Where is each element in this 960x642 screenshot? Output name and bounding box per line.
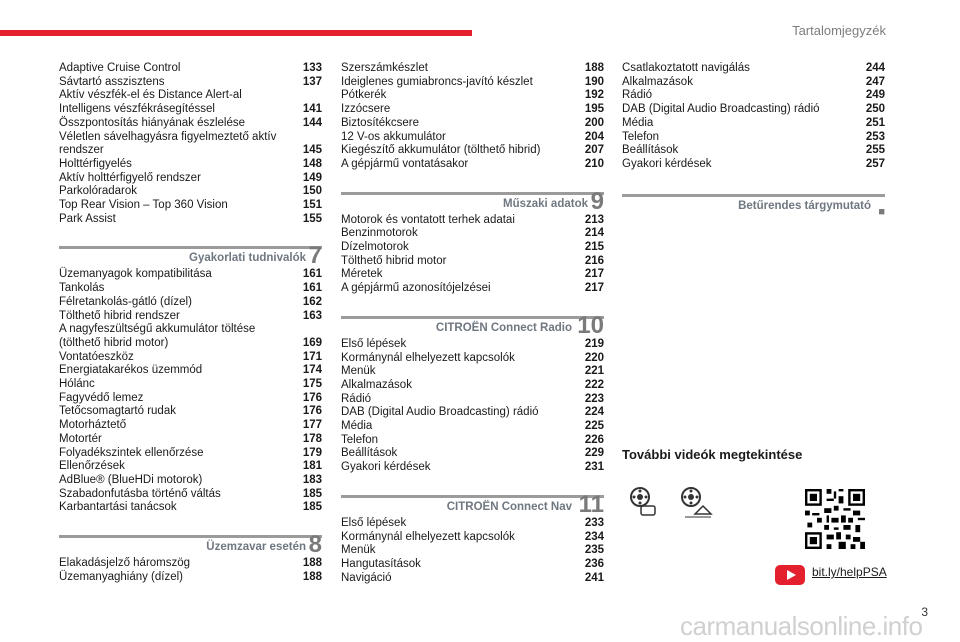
toc-entry-page: 178 bbox=[302, 432, 322, 445]
toc-entry-title: Pótkerék bbox=[341, 89, 387, 102]
toc-entry-title: Menük bbox=[341, 544, 376, 557]
toc-entry-page: 247 bbox=[865, 75, 885, 88]
toc-entry[interactable] bbox=[341, 544, 604, 558]
toc-entry-page: 214 bbox=[584, 227, 604, 240]
youtube-icon[interactable] bbox=[775, 565, 805, 585]
toc-entry-title: Navigáció bbox=[341, 571, 392, 584]
toc-entry[interactable] bbox=[59, 89, 322, 116]
toc-entry[interactable] bbox=[622, 62, 885, 76]
toc-entry-title: DAB (Digital Audio Broadcasting) rádió bbox=[341, 406, 539, 419]
section-number: 7 bbox=[308, 242, 322, 270]
section-rule bbox=[59, 535, 322, 538]
section-rule bbox=[622, 194, 885, 197]
toc-entry-page: 234 bbox=[584, 530, 604, 543]
toc-entry-page: 137 bbox=[302, 75, 322, 88]
toc-entry-page: 200 bbox=[584, 116, 604, 129]
toc-entry[interactable] bbox=[341, 103, 604, 117]
toc-entry-title: Szabadonfutásba történő váltás bbox=[59, 487, 221, 500]
toc-entry-page: 229 bbox=[584, 447, 604, 460]
toc-entry[interactable] bbox=[622, 103, 885, 117]
toc-entry-title: A gépjármű vontatásakor bbox=[341, 157, 469, 170]
section-header-8 bbox=[59, 531, 322, 559]
toc-entry[interactable] bbox=[59, 501, 322, 515]
toc-entry-title: Fagyvédő lemez bbox=[59, 391, 144, 404]
toc-entry[interactable] bbox=[622, 131, 885, 145]
toc-entry-title: Karbantartási tanácsok bbox=[59, 501, 177, 514]
toc-entry-page: 185 bbox=[302, 487, 322, 500]
toc-entry-page: 133 bbox=[302, 62, 322, 74]
toc-entry-title: Üzemanyaghiány (dízel) bbox=[59, 570, 184, 583]
toc-entry-title: Dízelmotorok bbox=[341, 241, 409, 254]
section-title: Üzemzavar esetén bbox=[206, 541, 306, 554]
toc-entry-page: 217 bbox=[584, 268, 604, 281]
toc-entry[interactable] bbox=[341, 89, 604, 103]
section-rule bbox=[59, 246, 322, 249]
section-title: Gyakorlati tudnivalók bbox=[189, 252, 306, 265]
toc-entry-title: Üzemanyagok kompatibilitása bbox=[59, 268, 212, 281]
toc-entry[interactable] bbox=[341, 447, 604, 461]
toc-entry-page: 183 bbox=[302, 473, 322, 486]
toc-entry[interactable] bbox=[59, 310, 322, 324]
toc-entry-title: Telefon bbox=[341, 433, 379, 446]
toc-entry[interactable] bbox=[59, 131, 322, 158]
toc-entry[interactable] bbox=[341, 144, 604, 158]
toc-entry[interactable] bbox=[341, 461, 604, 475]
toc-entry-page: 253 bbox=[865, 130, 885, 143]
toc-entry-page: 148 bbox=[302, 157, 322, 170]
toc-entry-title: Energiatakarékos üzemmód bbox=[59, 364, 203, 377]
toc-entry-page: 195 bbox=[584, 103, 604, 116]
help-video-link[interactable]: bit.ly/helpPSA bbox=[812, 565, 887, 579]
section-number: 8 bbox=[308, 531, 322, 559]
section-header-9 bbox=[341, 187, 604, 215]
toc-entry-page: 255 bbox=[865, 144, 885, 157]
toc-entry[interactable] bbox=[341, 379, 604, 393]
toc-entry-title: Beállítások bbox=[341, 447, 398, 460]
toc-entry[interactable] bbox=[341, 406, 604, 420]
toc-entry-page: 222 bbox=[584, 378, 604, 391]
toc-entry[interactable] bbox=[59, 296, 322, 310]
toc-entry-page: 145 bbox=[302, 144, 322, 157]
toc-entry-page: 223 bbox=[584, 392, 604, 405]
section-marker: ■ bbox=[878, 205, 885, 218]
toc-entry-title: A gépjármű azonosítójelzései bbox=[341, 282, 491, 295]
toc-entry-page: 219 bbox=[584, 337, 604, 350]
toc-entry[interactable] bbox=[341, 420, 604, 434]
toc-entry[interactable] bbox=[341, 338, 604, 352]
toc-entry[interactable] bbox=[622, 89, 885, 103]
toc-entry-title: Méretek bbox=[341, 268, 383, 281]
toc-entry-page: 161 bbox=[302, 268, 322, 281]
toc-entry-title: Tetőcsomagtartó rudak bbox=[59, 405, 176, 418]
toc-entry[interactable] bbox=[59, 419, 322, 433]
toc-entry-page: 174 bbox=[302, 364, 322, 377]
toc-entry-page: 226 bbox=[584, 433, 604, 446]
tutorial-video-icon[interactable] bbox=[627, 486, 661, 520]
toc-entry[interactable] bbox=[622, 117, 885, 131]
toc-entry-title: Top Rear Vision – Top 360 Vision bbox=[59, 199, 228, 212]
toc-entry-title: Ideiglenes gumiabroncs-javító készlet bbox=[341, 75, 533, 88]
toc-entry[interactable] bbox=[59, 351, 322, 365]
toc-entry-title: Tölthető hibrid rendszer bbox=[59, 309, 180, 322]
toc-column-2 bbox=[341, 62, 604, 585]
toc-entry-page: 176 bbox=[302, 391, 322, 404]
toc-entry-title: Gyakori kérdések bbox=[341, 461, 431, 474]
toc-entry-page: 188 bbox=[584, 62, 604, 74]
toc-entry[interactable] bbox=[59, 172, 322, 186]
section-rule bbox=[341, 316, 604, 319]
toc-entry-title: Aktív holttérfigyelő rendszer bbox=[59, 171, 201, 184]
toc-entry-page: 217 bbox=[584, 282, 604, 295]
toc-entry-title: Összpontosítás hiányának észlelése bbox=[59, 116, 246, 129]
toc-entry[interactable] bbox=[59, 378, 322, 392]
toc-entry-title: Holttérfigyelés bbox=[59, 157, 132, 170]
toc-entry[interactable] bbox=[622, 76, 885, 90]
toc-entry-title: Folyadékszintek ellenőrzése bbox=[59, 446, 204, 459]
toc-entry-page: 161 bbox=[302, 282, 322, 295]
toc-entry-page: 150 bbox=[302, 185, 322, 198]
toc-entry-title: Parkolóradarok bbox=[59, 185, 137, 198]
toc-entry-title: Telefon bbox=[622, 130, 660, 143]
toc-entry-title: Biztosítékcsere bbox=[341, 116, 419, 129]
toc-entry[interactable] bbox=[341, 227, 604, 241]
toc-entry[interactable] bbox=[59, 488, 322, 502]
section-number: 11 bbox=[578, 490, 604, 518]
toc-entry[interactable] bbox=[622, 144, 885, 158]
toc-entry-page: 188 bbox=[302, 570, 322, 583]
toc-entry-title: Hangutasítások bbox=[341, 557, 421, 570]
section-title: Betűrendes tárgymutató bbox=[738, 199, 871, 212]
toc-entry-page: 176 bbox=[302, 405, 322, 418]
toc-entry-title: Vontatóeszköz bbox=[59, 350, 134, 363]
section-header-index bbox=[622, 194, 885, 218]
toc-entry[interactable] bbox=[59, 474, 322, 488]
toc-entry-page: 190 bbox=[584, 75, 604, 88]
toc-entry-page: 244 bbox=[865, 62, 885, 74]
toc-entry[interactable] bbox=[341, 365, 604, 379]
toc-entry-title: Kormánynál elhelyezett kapcsolók bbox=[341, 351, 515, 364]
toc-entry-title: Félretankolás-gátló (dízel) bbox=[59, 295, 192, 308]
toc-entry-page: 149 bbox=[302, 171, 322, 184]
toc-entry[interactable] bbox=[59, 282, 322, 296]
toc-entry[interactable] bbox=[59, 557, 322, 571]
toc-entry-title: Rádió bbox=[341, 392, 372, 405]
toc-entry-title: Első lépések bbox=[341, 337, 407, 350]
toc-entry-page: 141 bbox=[302, 103, 322, 116]
toc-entry-title: Gyakori kérdések bbox=[622, 157, 712, 170]
toc-entry[interactable] bbox=[59, 460, 322, 474]
toc-entry-page: 235 bbox=[584, 544, 604, 557]
toc-entry[interactable] bbox=[59, 405, 322, 419]
toc-entry-title: Park Assist bbox=[59, 212, 116, 225]
toc-entry[interactable] bbox=[341, 352, 604, 366]
section-title: Műszaki adatok bbox=[503, 197, 588, 210]
toc-entry-page: 233 bbox=[584, 516, 604, 529]
toc-entry-page: 169 bbox=[302, 336, 322, 349]
section-header-10 bbox=[341, 311, 604, 339]
toc-entry-page: 188 bbox=[302, 557, 322, 570]
videos-heading: További videók megtekintése bbox=[622, 447, 803, 462]
toc-entry-title: Csatlakoztatott navigálás bbox=[622, 62, 750, 74]
toc-entry[interactable] bbox=[59, 433, 322, 447]
toc-entry[interactable] bbox=[341, 117, 604, 131]
toc-entry-title: Aktív vészfék-el és Distance Alert-al Intelligens vészfékrásegítéssel bbox=[59, 89, 242, 116]
toc-entry-title: DAB (Digital Audio Broadcasting) rádió bbox=[622, 103, 820, 116]
toc-entry[interactable] bbox=[59, 364, 322, 378]
toc-entry[interactable] bbox=[59, 185, 322, 199]
toc-entry-title: Hólánc bbox=[59, 378, 95, 391]
toc-entry-page: 210 bbox=[584, 157, 604, 170]
toc-entry-page: 250 bbox=[865, 103, 885, 116]
toc-entry-title: Sávtartó asszisztens bbox=[59, 75, 165, 88]
toc-entry-title: Beállítások bbox=[622, 144, 679, 157]
toc-entry[interactable] bbox=[341, 214, 604, 228]
toc-entry-page: 241 bbox=[584, 571, 604, 584]
toc-entry-title: Szerszámkészlet bbox=[341, 62, 428, 74]
toc-entry-title: Tankolás bbox=[59, 282, 105, 295]
toc-entry-page: 216 bbox=[584, 254, 604, 267]
toc-entry[interactable] bbox=[341, 531, 604, 545]
toc-entry[interactable] bbox=[341, 255, 604, 269]
toc-entry[interactable] bbox=[59, 158, 322, 172]
toc-entry-page: 179 bbox=[302, 446, 322, 459]
toc-entry[interactable] bbox=[341, 268, 604, 282]
toc-entry-title: Elakadásjelző háromszög bbox=[59, 557, 191, 570]
toc-entry[interactable] bbox=[59, 323, 322, 350]
toc-entry-page: 175 bbox=[302, 378, 322, 391]
wheel-video-icon[interactable] bbox=[679, 486, 713, 520]
toc-entry[interactable] bbox=[59, 268, 322, 282]
toc-entry[interactable] bbox=[341, 282, 604, 296]
toc-entry-page: 204 bbox=[584, 130, 604, 143]
toc-entry-page: 192 bbox=[584, 89, 604, 102]
toc-column-1 bbox=[59, 62, 322, 585]
toc-entry-page: 249 bbox=[865, 89, 885, 102]
toc-entry[interactable] bbox=[622, 158, 885, 172]
toc-entry-title: Motorháztető bbox=[59, 419, 127, 432]
toc-entry-page: 220 bbox=[584, 351, 604, 364]
section-rule bbox=[341, 495, 604, 498]
toc-entry[interactable] bbox=[59, 392, 322, 406]
toc-entry-page: 151 bbox=[302, 199, 322, 212]
toc-entry-title: 12 V-os akkumulátor bbox=[341, 130, 446, 143]
toc-entry-page: 185 bbox=[302, 501, 322, 514]
toc-entry[interactable] bbox=[341, 517, 604, 531]
toc-entry[interactable] bbox=[341, 393, 604, 407]
toc-entry-page: 171 bbox=[302, 350, 322, 363]
toc-entry[interactable] bbox=[341, 131, 604, 145]
toc-entry-title: Kiegészítő akkumulátor (tölthető hibrid) bbox=[341, 144, 541, 157]
toc-entry[interactable] bbox=[59, 76, 322, 90]
toc-entry[interactable] bbox=[59, 571, 322, 585]
toc-entry[interactable] bbox=[59, 213, 322, 227]
section-title: CITROËN Connect Radio bbox=[435, 321, 572, 334]
page-number: 3 bbox=[921, 605, 928, 619]
page-header-title: Tartalomjegyzék bbox=[792, 23, 886, 38]
section-header-11 bbox=[341, 490, 604, 518]
toc-entry-page: 181 bbox=[302, 460, 322, 473]
toc-entry-title: Adaptive Cruise Control bbox=[59, 62, 181, 74]
toc-entry-title: Kormánynál elhelyezett kapcsolók bbox=[341, 530, 515, 543]
toc-entry-page: 144 bbox=[302, 116, 322, 129]
toc-entry-title: Menük bbox=[341, 365, 376, 378]
toc-entry-page: 221 bbox=[584, 365, 604, 378]
toc-entry[interactable] bbox=[341, 572, 604, 586]
toc-entry-title: Média bbox=[622, 116, 654, 129]
toc-entry-page: 163 bbox=[302, 309, 322, 322]
toc-entry-page: 257 bbox=[865, 157, 885, 170]
toc-entry-title: Véletlen sávelhagyásra figyelmeztető aktív rendszer bbox=[59, 130, 277, 157]
toc-entry-title: Izzócsere bbox=[341, 103, 391, 116]
toc-entry-title: Alkalmazások bbox=[341, 378, 412, 391]
toc-entry-title: Első lépések bbox=[341, 516, 407, 529]
toc-entry-title: Ellenőrzések bbox=[59, 460, 125, 473]
toc-entry[interactable] bbox=[341, 434, 604, 448]
section-rule bbox=[341, 192, 604, 195]
toc-entry[interactable] bbox=[341, 76, 604, 90]
toc-entry-title: Média bbox=[341, 420, 373, 433]
toc-entry-page: 236 bbox=[584, 557, 604, 570]
toc-entry-title: AdBlue® (BlueHDi motorok) bbox=[59, 473, 203, 486]
toc-entry-page: 224 bbox=[584, 406, 604, 419]
toc-column-3 bbox=[622, 62, 885, 216]
toc-entry[interactable] bbox=[341, 158, 604, 172]
section-number: 9 bbox=[590, 187, 604, 215]
toc-entry[interactable] bbox=[341, 558, 604, 572]
qr-code-icon[interactable] bbox=[805, 489, 865, 549]
toc-entry-title: Benzinmotorok bbox=[341, 227, 418, 240]
toc-entry[interactable] bbox=[59, 447, 322, 461]
toc-entry-title: Tölthető hibrid motor bbox=[341, 254, 447, 267]
top-accent-bar bbox=[0, 30, 472, 36]
section-header-7 bbox=[59, 242, 322, 270]
toc-entry-title: Alkalmazások bbox=[622, 75, 693, 88]
toc-entry[interactable] bbox=[59, 199, 322, 213]
toc-entry-title: Rádió bbox=[622, 89, 653, 102]
toc-entry-title: A nagyfeszültségű akkumulátor töltése (tölthető hibrid motor) bbox=[59, 323, 256, 349]
toc-entry[interactable] bbox=[341, 62, 604, 76]
section-title: CITROËN Connect Nav bbox=[446, 500, 572, 513]
toc-entry[interactable] bbox=[341, 241, 604, 255]
toc-entry-page: 155 bbox=[302, 212, 322, 225]
toc-entry-title: Motorok és vontatott terhek adatai bbox=[341, 213, 515, 226]
toc-entry[interactable] bbox=[59, 117, 322, 131]
watermark-text: carmanualsonline.info bbox=[680, 611, 923, 641]
toc-entry-page: 225 bbox=[584, 420, 604, 433]
toc-entry-page: 251 bbox=[865, 116, 885, 129]
toc-entry[interactable] bbox=[59, 62, 322, 76]
toc-entry-title: Motortér bbox=[59, 432, 102, 445]
toc-entry-page: 213 bbox=[584, 213, 604, 226]
toc-entry-page: 177 bbox=[302, 419, 322, 432]
toc-entry-page: 207 bbox=[584, 144, 604, 157]
toc-entry-page: 162 bbox=[302, 295, 322, 308]
toc-entry-page: 231 bbox=[584, 461, 604, 474]
section-number: 10 bbox=[577, 311, 604, 339]
toc-entry-page: 215 bbox=[584, 241, 604, 254]
